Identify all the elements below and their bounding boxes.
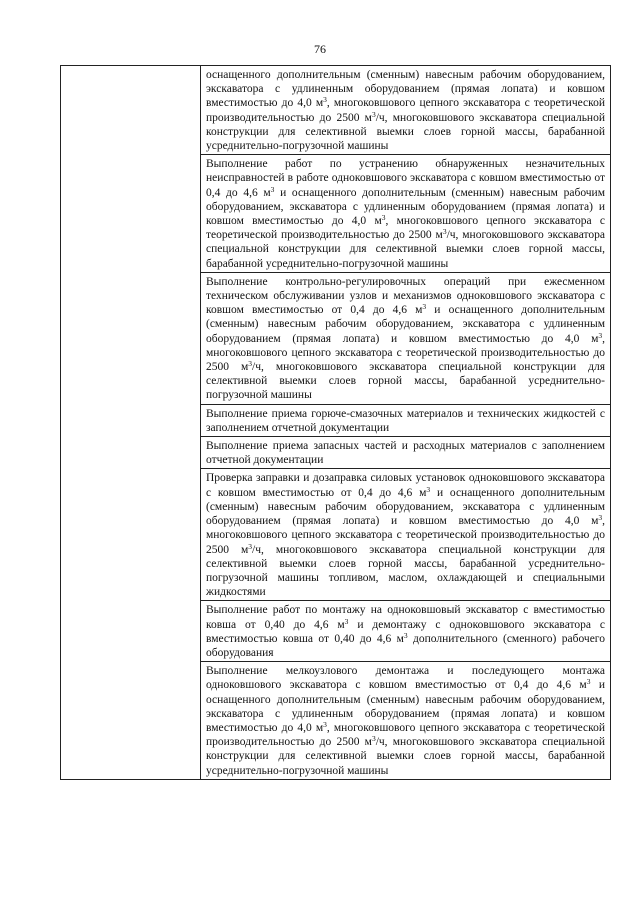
table-cell-text bbox=[201, 469, 611, 601]
page-number: 76 bbox=[314, 42, 326, 56]
table-cell-text bbox=[201, 66, 611, 155]
row-text: Выполнение мелкоузлового демонтажа и последующего монтажа одноковшового экскаватора с ковшом вместимостью от 0,4 до 4,6 $м^3$ и оснащенного дополнительным (сменным) навесным рабочим оборудованием, экскаватора с удлиненным оборудованием (прямая лопата) и ковшом вместимостью до 4,0 $м^3$, многоковшового цепного экскаватора с теоретической производительностью до 2500 $м^3/ч$, многоковшового экскаватора специальной конструкции для селективной выемки слоев горной массы, барабанной усреднительно-погрузочной машины bbox=[206, 665, 606, 777]
row-text: Выполнение приема горюче-смазочных материалов и технических жидкостей с заполнением отчетной документации bbox=[206, 407, 605, 434]
labor-functions-table bbox=[60, 65, 611, 780]
row-text: оснащенного дополнительным (сменным) навесным рабочим оборудованием, экскаватора с удлиненным оборудованием (прямая лопата) и ковшом вместимостью до 4,0 $м^3$, многоковшового цепного экскаватора с теоретической производительностью до 2500 $м^3/ч$, многоковшового экскаватора специальной конструкции для селективной выемки слоев горной массы, барабанной усреднительно-погрузочной машины bbox=[206, 69, 606, 153]
row-text: Выполнение работ по устранению обнаруженных незначительных неисправностей в работе одноковшового экскаватора с ковшом вместимостью от 0,4 до 4,6 $м^3$ и оснащенного дополнительным (сменным) навесным рабочим оборудованием, экскаватора с удлиненным оборудованием (прямая лопата) и ковшом вместимостью до 4,0 $м^3$, многоковшового цепного экскаватора с теоретической производительностью до 2500 $м^3/ч$, многоковшового экскаватора специальной конструкции для селективной выемки слоев горной массы, барабанной усреднительно-погрузочной машины bbox=[206, 158, 605, 270]
table-cell-text bbox=[201, 155, 611, 273]
table-cell-text bbox=[201, 272, 611, 404]
table-cell-text bbox=[201, 662, 611, 780]
row-text: Выполнение работ по монтажу на одноковшовый экскаватор с вместимостью ковша от 0,40 до 4,6 $м^3$ и демонтажу с одноковшового экскаватора с вместимостью ковша от 0,40 до 4,6 $м^3$ дополнительного (сменного) рабочего оборудования bbox=[206, 604, 605, 659]
row-text: Выполнение приема запасных частей и расходных материалов с заполнением отчетной документации bbox=[206, 440, 605, 467]
table-cell-text bbox=[201, 437, 611, 469]
table-cell-left-empty bbox=[61, 66, 201, 780]
table-cell-text bbox=[201, 404, 611, 436]
row-text: Выполнение контрольно-регулировочных операций при ежесменном техническом обслуживании узлов и механизмов одноковшового экскаватора с ковшом вместимостью от 0,4 до 4,6 $м^3$ и оснащенного дополнительным (сменным) навесным рабочим оборудованием, экскаватора с удлиненным оборудованием (прямая лопата) и ковшом вместимостью до 4,0 $м^3$, многоковшового цепного экскаватора с теоретической производительностью до 2500 $м^3/ч$, многоковшового экскаватора специальной конструкции для селективной выемки слоев горной массы, барабанной усреднительно-погрузочной машины bbox=[206, 275, 605, 402]
row-text: Проверка заправки и дозаправка силовых установок одноковшового экскаватора с ковшом вместимостью от 0,4 до 4,6 $м^3$ и оснащенного дополнительным (сменным) навесным рабочим оборудованием, экскаватора с удлиненным оборудованием (прямая лопата) и ковшом вместимостью до 4,0 $м^3$, многоковшового цепного экскаватора с теоретической производительностью до 2500 $м^3/ч$, многоковшового экскаватора специальной конструкции для селективной выемки слоев горной массы, барабанной усреднительно-погрузочной машины топливом, маслом, охлаждающей и специальными жидкостями bbox=[206, 472, 605, 599]
table-cell-text bbox=[201, 601, 611, 662]
table-row bbox=[61, 66, 611, 155]
